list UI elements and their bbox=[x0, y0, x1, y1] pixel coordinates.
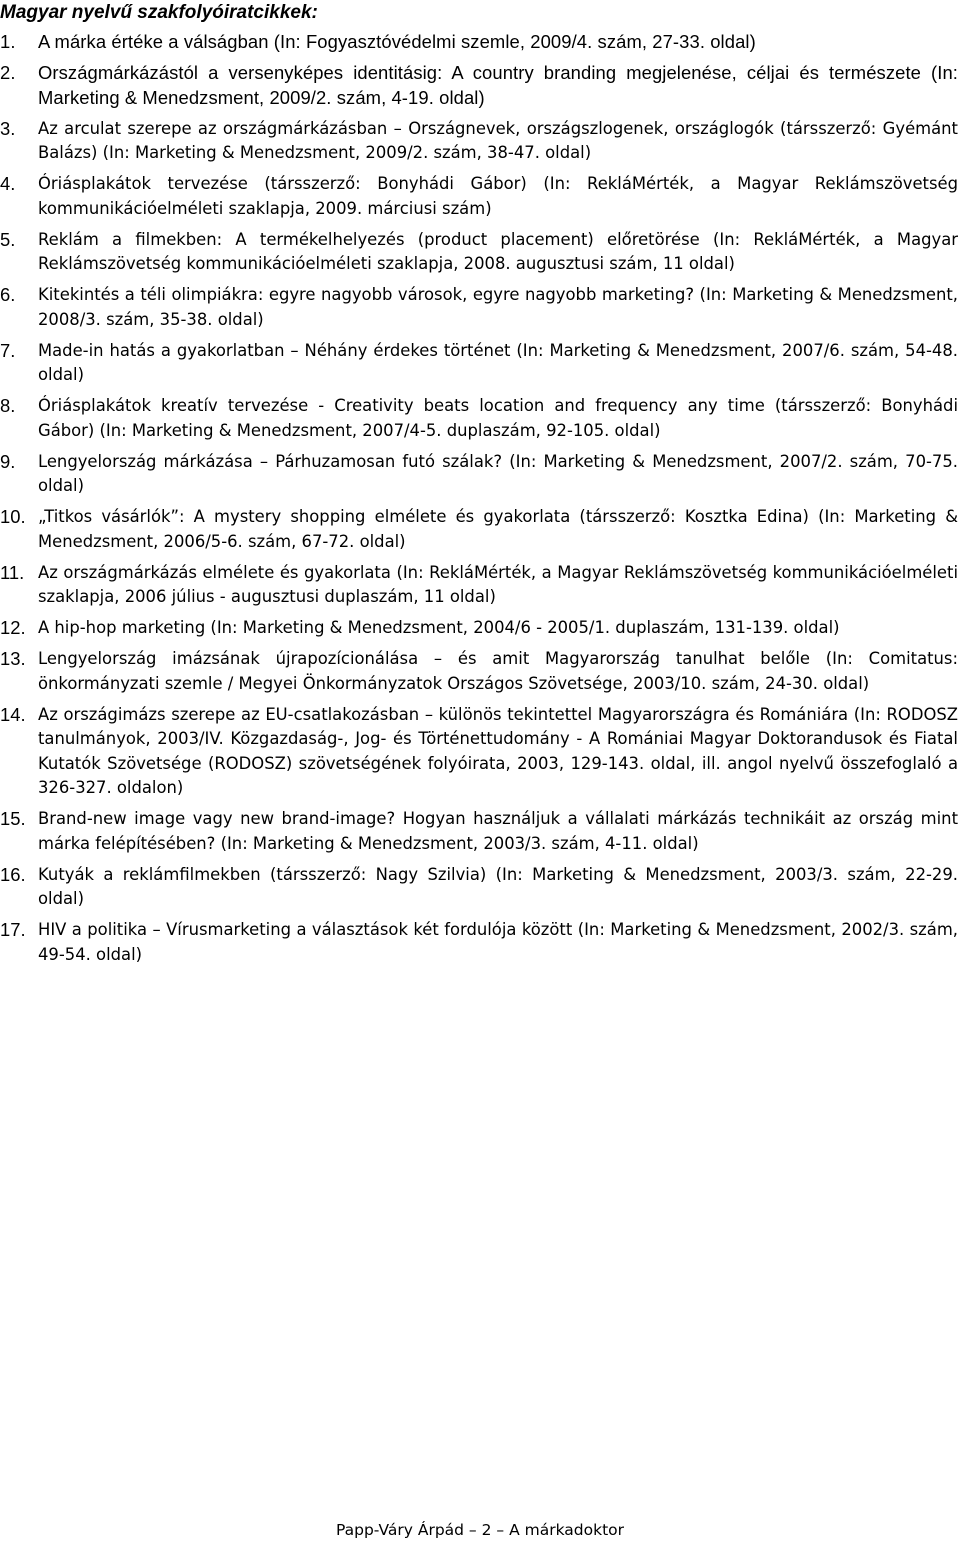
item-text: Made-in hatás a gyakorlatban – Néhány érdekes történet (In: Marketing & Menedzsment, 2007/6. szám, 54-48. oldal) bbox=[38, 340, 958, 384]
list-item bbox=[0, 172, 958, 221]
item-text: Óriásplakátok kreatív tervezése - Creativity beats location and frequency any time (társszerző: Bonyhádi Gábor) (In: Marketing & Menedzsment, 2007/4-5. duplaszám, 92-105. oldal) bbox=[38, 396, 958, 440]
item-number: 15. bbox=[0, 808, 26, 829]
item-text: Reklám a filmekben: A termékelhelyezés (product placement) előretörése (In: RekláMérték, a Magyar Reklámszövetség kommunikációelméleti szaklapja, 2008. augusztusi szám, 11 oldal) bbox=[38, 229, 958, 273]
page-footer: Papp-Váry Árpád – 2 – A márkadoktor bbox=[335, 1521, 625, 1539]
list-item bbox=[0, 863, 958, 912]
section-heading: Magyar nyelvű szakfolyóiratcikkek: bbox=[0, 2, 318, 23]
item-text: Kitekintés a téli olimpiákra: egyre nagyobb városok, egyre nagyobb marketing? (In: Marketing & Menedzsment, 2008/3. szám, 35-38. oldal) bbox=[38, 285, 958, 329]
list-item bbox=[0, 450, 958, 499]
item-number: 7. bbox=[0, 339, 16, 361]
item-number: 4. bbox=[0, 173, 16, 194]
item-text: Az országmárkázás elmélete és gyakorlata (In: RekláMérték, a Magyar Reklámszövetség kommunikációelméleti szaklapja, 2006 július - augusztusi duplaszám, 11 oldal) bbox=[38, 562, 958, 606]
list-item bbox=[0, 117, 958, 166]
item-text: HIV a politika – Vírusmarketing a választások két fordulója között (In: Marketing & Menedzsment, 2002/3. szám, 49-54. oldal) bbox=[38, 920, 958, 964]
list-item bbox=[0, 703, 958, 801]
item-text: Az arculat szerepe az országmárkázásban – Országnevek, országszlogenek, országlogók (társszerző: Gyémánt Balázs) (In: Marketing & Menedzsment, 2009/2. szám, 38-47. oldal) bbox=[38, 118, 958, 162]
list-item bbox=[0, 228, 958, 277]
item-number: 10. bbox=[0, 506, 26, 527]
item-number: 1. bbox=[0, 31, 16, 52]
item-text: Brand-new image vagy new brand-image? Hogyan használjuk a vállalati márkázás technikáit az ország mint márka felépítésében? (In: Marketing & Menedzsment, 2003/3. szám, 4-11. oldal) bbox=[38, 809, 958, 853]
item-text: Az országimázs szerepe az EU-csatlakozásban – különös tekintettel Magyarországra és Romániára (In: RODOSZ tanulmányok, 2003/IV. Közgazdaság-, Jog- és Történettudomány - A Romániai Magyar Doktorandusok és Fiatal Kutatók Szövetsége (RODOSZ) szövetségének folyóirata, 2003, 129-143. oldal, ill. angol nyelvű összefoglaló a 326-327. oldalon) bbox=[38, 704, 958, 797]
item-text: Óriásplakátok tervezése (társszerző: Bonyhádi Gábor) (In: RekláMérték, a Magyar Reklámszövetség kommunikációelméleti szaklapja, 2009. márciusi szám) bbox=[38, 174, 958, 218]
item-number: 2. bbox=[0, 62, 16, 83]
list-item bbox=[0, 918, 958, 967]
item-number: 11. bbox=[0, 561, 25, 583]
list-item bbox=[0, 505, 958, 554]
item-text: A márka értéke a válságban (In: Fogyasztóvédelmi szemle, 2009/4. szám, 27-33. oldal) bbox=[38, 31, 756, 52]
item-text: Lengyelország márkázása – Párhuzamosan futó szálak? (In: Marketing & Menedzsment, 2007/2. szám, 70-75. oldal) bbox=[38, 451, 958, 495]
item-text: Lengyelország imázsának újrapozícionálása – és amit Magyarország tanulhat belőle (In: Comitatus: önkormányzati szemle / Megyei Önkormányzatok Országos Szövetsége, 2003/10. szám, 24-30. oldal) bbox=[38, 649, 958, 693]
list-item bbox=[0, 283, 958, 332]
item-number: 9. bbox=[0, 450, 16, 472]
item-number: 13. bbox=[0, 648, 26, 669]
item-number: 14. bbox=[0, 703, 26, 725]
item-text: A hip-hop marketing (In: Marketing & Menedzsment, 2004/6 - 2005/1. duplaszám, 131-139. oldal) bbox=[38, 618, 840, 637]
item-number: 16. bbox=[0, 863, 26, 885]
item-number: 5. bbox=[0, 228, 16, 250]
item-text: Országmárkázástól a versenyképes identitásig: A country branding megjelenése, céljai és természete (In: Marketing & Menedzsment, 2009/2. szám, 4-19. oldal) bbox=[38, 62, 958, 108]
item-number: 17. bbox=[0, 919, 26, 940]
list-item bbox=[0, 339, 958, 388]
list-item bbox=[0, 30, 958, 55]
list-item bbox=[0, 616, 958, 641]
item-number: 8. bbox=[0, 395, 16, 416]
item-number: 3. bbox=[0, 117, 16, 139]
list-item bbox=[0, 394, 958, 443]
publication-list bbox=[0, 30, 958, 974]
item-text: Kutyák a reklámfilmekben (társszerző: Nagy Szilvia) (In: Marketing & Menedzsment, 2003/3. szám, 22-29. oldal) bbox=[38, 864, 958, 908]
list-item bbox=[0, 561, 958, 610]
list-item bbox=[0, 807, 958, 856]
item-number: 6. bbox=[0, 284, 16, 305]
item-text: „Titkos vásárlók”: A mystery shopping elmélete és gyakorlata (társszerző: Kosztka Edina) (In: Marketing & Menedzsment, 2006/5-6. szám, 67-72. oldal) bbox=[38, 507, 958, 551]
list-item bbox=[0, 647, 958, 696]
list-item bbox=[0, 61, 958, 110]
item-number: 12. bbox=[0, 617, 26, 638]
